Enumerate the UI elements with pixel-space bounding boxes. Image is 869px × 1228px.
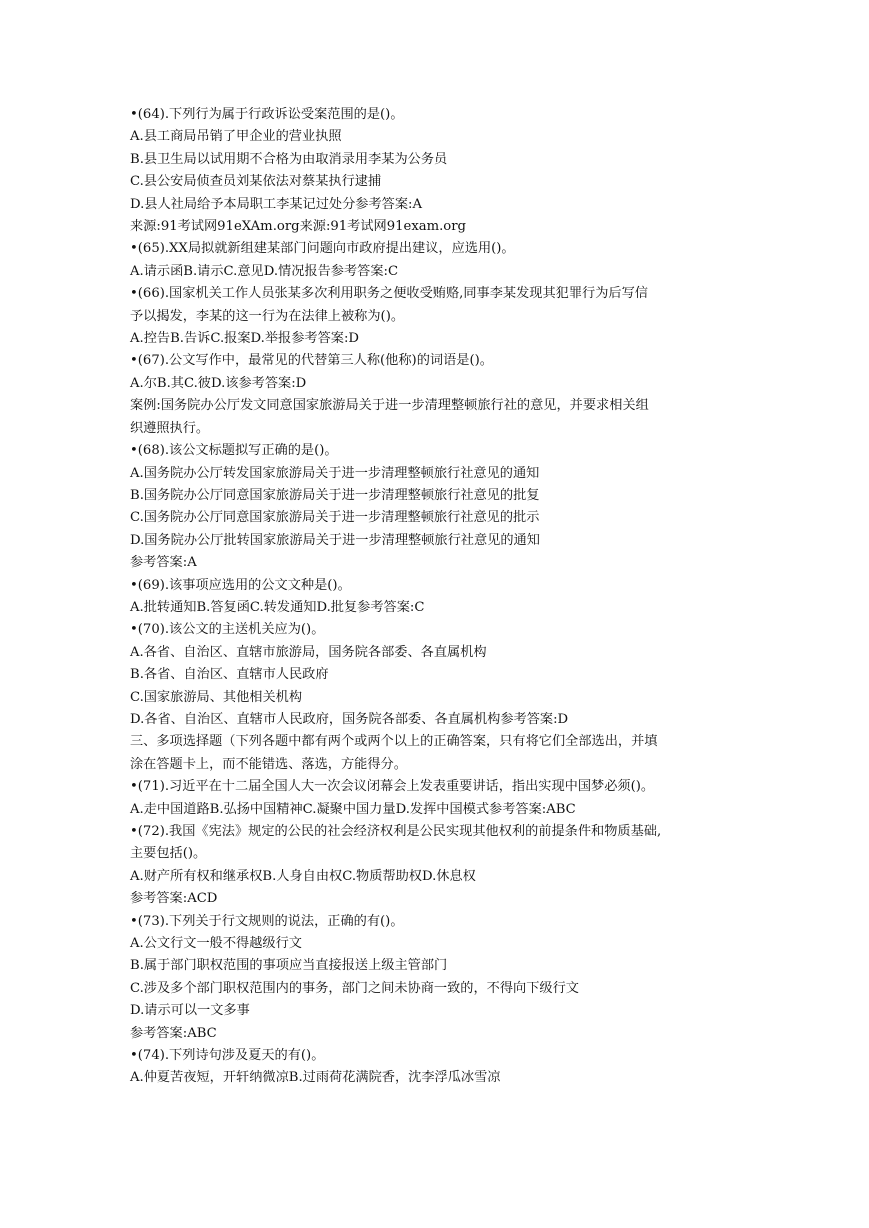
text-line: A.财产所有权和继承权B.人身自由权C.物质帮助权D.休息权: [130, 868, 476, 884]
text-line: A.控告B.告诉C.报案D.举报参考答案:D: [130, 331, 359, 347]
text-line: •(70).该公文的主送机关应为()。: [130, 622, 325, 638]
text-line: 织遵照执行。: [130, 420, 210, 436]
text-line: D.国务院办公厅批转国家旅游局关于进一步清理整顿旅行社意见的通知: [130, 532, 540, 548]
text-line: 参考答案:ACD: [130, 891, 218, 907]
text-line: D.请示可以一文多事: [130, 1003, 250, 1019]
text-line: A.各省、自治区、直辖市旅游局，国务院各部委、各直属机构: [130, 644, 487, 660]
text-line: •(66).国家机关工作人员张某多次利用职务之便收受贿赂,同事李某发现其犯罪行为后写信: [130, 286, 648, 302]
text-line: C.国务院办公厅同意国家旅游局关于进一步清理整顿旅行社意见的批示: [130, 510, 540, 526]
text-line: •(74).下列诗句涉及夏天的有()。: [130, 1048, 325, 1064]
text-line: •(65).XX局拟就新组建某部门问题向市政府提出建议，应选用()。: [130, 241, 515, 257]
text-line: •(71).习近平在十二届全国人大一次会议闭幕会上发表重要讲话，指出实现中国梦必须()。: [130, 779, 655, 795]
text-line: A.县工商局吊销了甲企业的营业执照: [130, 129, 342, 145]
text-line: •(64).下列行为属于行政诉讼受案范围的是()。: [130, 107, 404, 122]
text-line: A.国务院办公厅转发国家旅游局关于进一步清理整顿旅行社意见的通知: [130, 465, 540, 481]
text-line: 案例:国务院办公厅发文同意国家旅游局关于进一步清理整顿旅行社的意见，并要求相关组: [130, 398, 649, 414]
text-line: 参考答案:ABC: [130, 1025, 217, 1041]
text-line: B.各省、自治区、直辖市人民政府: [130, 667, 329, 683]
text-line: C.县公安局侦查员刘某依法对蔡某执行逮捕: [130, 174, 382, 190]
text-line: A.仲夏苦夜短，开轩纳微凉B.过雨荷花满院香，沈李浮瓜冰雪凉: [130, 1070, 501, 1086]
text-line: 参考答案:A: [130, 555, 197, 571]
text-line: 主要包括()。: [130, 846, 207, 862]
text-line: A.公文行文一般不得越级行文: [130, 936, 302, 952]
text-line: A.走中国道路B.弘扬中国精神C.凝聚中国力量D.发挥中国模式参考答案:ABC: [130, 801, 576, 817]
text-line: •(69).该事项应选用的公文文种是()。: [130, 577, 351, 593]
text-line: •(68).该公文标题拟写正确的是()。: [130, 443, 338, 459]
text-line: •(67).公文写作中，最常见的代替第三人称(他称)的词语是()。: [130, 353, 493, 369]
text-line: A.批转通知B.答复函C.转发通知D.批复参考答案:C: [130, 599, 425, 615]
text-line: A.尔B.其C.彼D.该参考答案:D: [130, 375, 307, 391]
text-line: 来源:91考试网91eXAm.org来源:91考试网91exam.org: [130, 219, 466, 235]
text-line: C.国家旅游局、其他相关机构: [130, 689, 303, 705]
text-line: 涂在答题卡上，而不能错选、落选，方能得分。: [130, 756, 407, 772]
text-line: 予以揭发，李某的这一行为在法律上被称为()。: [130, 308, 405, 324]
text-line: B.属于部门职权范围的事项应当直接报送上级主管部门: [130, 958, 448, 974]
document-page: [130, 104, 750, 1090]
text-line: A.请示函B.请示C.意见D.情况报告参考答案:C: [130, 263, 399, 279]
text-line: 三、多项选择题（下列各题中都有两个或两个以上的正确答案，只有将它们全部选出，并填: [130, 734, 658, 750]
text-line: •(73).下列关于行文规则的说法，正确的有()。: [130, 913, 404, 929]
text-line: D.县人社局给予本局职工李某记过处分参考答案:A: [130, 196, 423, 212]
text-line: D.各省、自治区、直辖市人民政府，国务院各部委、各直属机构参考答案:D: [130, 711, 569, 727]
text-line: B.县卫生局以试用期不合格为由取消录用李某为公务员: [130, 151, 448, 167]
text-line: B.国务院办公厅同意国家旅游局关于进一步清理整顿旅行社意见的批复: [130, 487, 540, 503]
text-line: •(72).我国《宪法》规定的公民的社会经济权利是公民实现其他权利的前提条件和物质基础,: [130, 824, 662, 839]
text-line: C.涉及多个部门职权范围内的事务，部门之间未协商一致的，不得向下级行文: [130, 980, 579, 996]
